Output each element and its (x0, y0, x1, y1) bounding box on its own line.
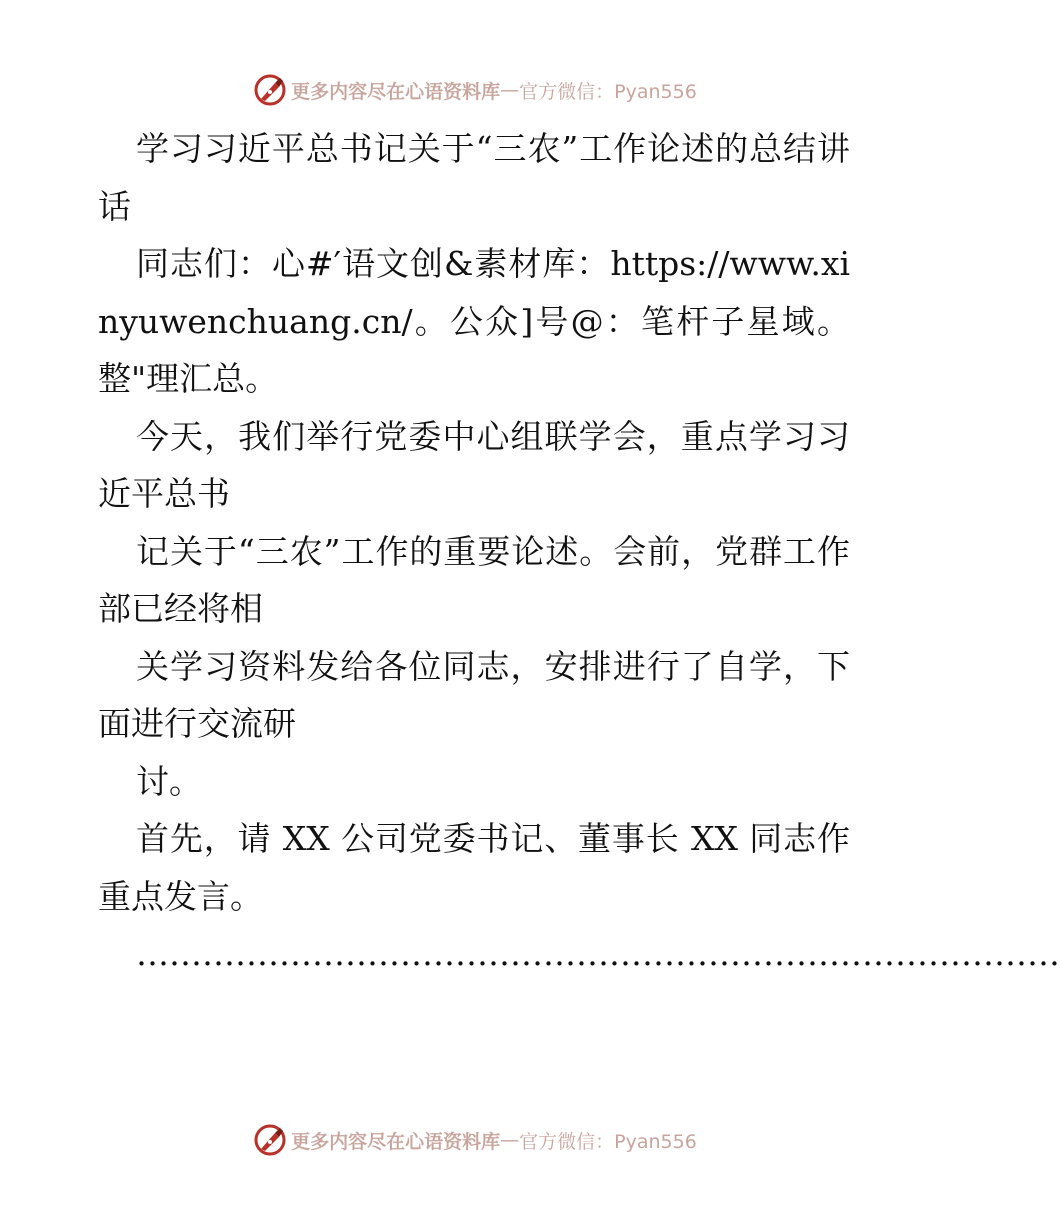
document-title: 学习习近平总书记关于“三农”工作论述的总结讲话 (98, 129, 850, 226)
banner-site-name: 更多内容尽在心语资料库 (291, 80, 501, 103)
banner-separator: — (500, 79, 520, 101)
pen-nib-logo-icon (253, 73, 287, 107)
footer-banner (0, 1120, 950, 1160)
paragraph-1: 今天，我们举行党委中心组联学会，重点学习习近平总书 (98, 416, 850, 513)
header-banner (0, 70, 950, 110)
pen-nib-logo-icon (253, 1123, 287, 1157)
banner-site-name: 更多内容尽在心语资料库 (291, 1130, 501, 1153)
paragraph-2: 记关于“三农”工作的重要论述。会前，党群工作部已经将相 (98, 531, 850, 628)
paragraph-3: 关学习资料发给各位同志，安排进行了自学，下面进行交流研 (98, 646, 850, 743)
paragraph-4: 讨。 (136, 761, 202, 801)
paragraph-5: 首先，请 XX 公司党委书记、董事长 XX 同志作重点发言。 (98, 819, 850, 916)
document-body (98, 120, 1060, 983)
paragraph-greeting: 同志们：心#′语文创&素材库：https://www.xinyuwenchuang.cn/。公众]号@：笔杆子星域。整"理汇总。 (98, 244, 850, 398)
banner-wechat: 官方微信：Pyan556 (519, 80, 697, 103)
banner-wechat: 官方微信：Pyan556 (519, 1130, 697, 1153)
ellipsis-line: ………………………………………………………………………… (136, 934, 1060, 973)
banner-separator: — (500, 1129, 520, 1151)
